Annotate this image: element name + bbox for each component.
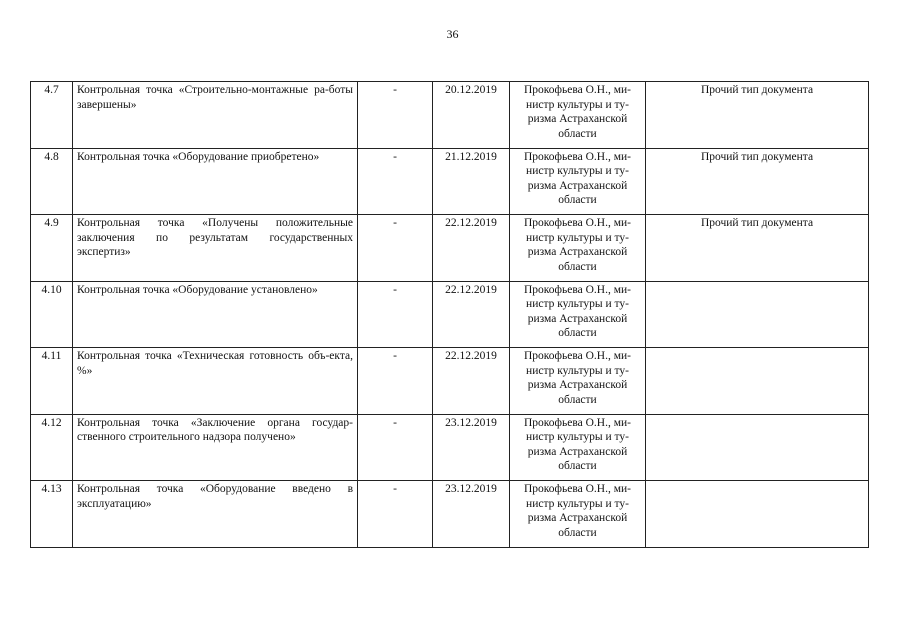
responsible-person: Прокофьева О.Н., ми-нистр культуры и ту-ризма Астраханской области: [510, 148, 646, 215]
control-point-name: Контрольная точка «Оборудование установлено»: [73, 281, 358, 348]
dash-cell: -: [358, 348, 433, 415]
table-row: [31, 281, 869, 348]
row-number: 4.10: [31, 281, 73, 348]
due-date: 23.12.2019: [433, 481, 510, 548]
control-point-name: Контрольная точка «Техническая готовность объ-екта, %»: [73, 348, 358, 415]
control-point-name: Контрольная точка «Заключение органа государ-ственного строительного надзора получено»: [73, 414, 358, 481]
document-type: Прочий тип документа: [646, 148, 869, 215]
control-point-name: Контрольная точка «Оборудование введено в эксплуатацию»: [73, 481, 358, 548]
table-body: [31, 82, 869, 548]
row-number: 4.7: [31, 82, 73, 149]
dash-cell: -: [358, 148, 433, 215]
table-row: [31, 82, 869, 149]
document-type: Прочий тип документа: [646, 82, 869, 149]
responsible-person: Прокофьева О.Н., ми-нистр культуры и ту-ризма Астраханской области: [510, 82, 646, 149]
responsible-person: Прокофьева О.Н., ми-нистр культуры и ту-ризма Астраханской области: [510, 481, 646, 548]
document-type: [646, 414, 869, 481]
document-type: [646, 281, 869, 348]
due-date: 22.12.2019: [433, 348, 510, 415]
responsible-person: Прокофьева О.Н., ми-нистр культуры и ту-ризма Астраханской области: [510, 281, 646, 348]
responsible-person: Прокофьева О.Н., ми-нистр культуры и ту-ризма Астраханской области: [510, 215, 646, 282]
control-point-name: Контрольная точка «Оборудование приобретено»: [73, 148, 358, 215]
due-date: 20.12.2019: [433, 82, 510, 149]
row-number: 4.8: [31, 148, 73, 215]
control-point-name: Контрольная точка «Строительно-монтажные ра-боты завершены»: [73, 82, 358, 149]
control-point-name: Контрольная точка «Получены положительные заключения по результатам государственных экспертиз»: [73, 215, 358, 282]
document-type: [646, 348, 869, 415]
responsible-person: Прокофьева О.Н., ми-нистр культуры и ту-ризма Астраханской области: [510, 414, 646, 481]
page-number: 36: [446, 27, 459, 41]
due-date: 23.12.2019: [433, 414, 510, 481]
due-date: 22.12.2019: [433, 215, 510, 282]
dash-cell: -: [358, 481, 433, 548]
table-row: [31, 414, 869, 481]
row-number: 4.9: [31, 215, 73, 282]
control-points-table: [30, 81, 869, 548]
table-row: [31, 148, 869, 215]
dash-cell: -: [358, 414, 433, 481]
responsible-person: Прокофьева О.Н., ми-нистр культуры и ту-ризма Астраханской области: [510, 348, 646, 415]
dash-cell: -: [358, 82, 433, 149]
document-type: [646, 481, 869, 548]
table-row: [31, 348, 869, 415]
due-date: 21.12.2019: [433, 148, 510, 215]
row-number: 4.13: [31, 481, 73, 548]
dash-cell: -: [358, 215, 433, 282]
row-number: 4.12: [31, 414, 73, 481]
document-type: Прочий тип документа: [646, 215, 869, 282]
row-number: 4.11: [31, 348, 73, 415]
dash-cell: -: [358, 281, 433, 348]
due-date: 22.12.2019: [433, 281, 510, 348]
table-row: [31, 481, 869, 548]
table-row: [31, 215, 869, 282]
